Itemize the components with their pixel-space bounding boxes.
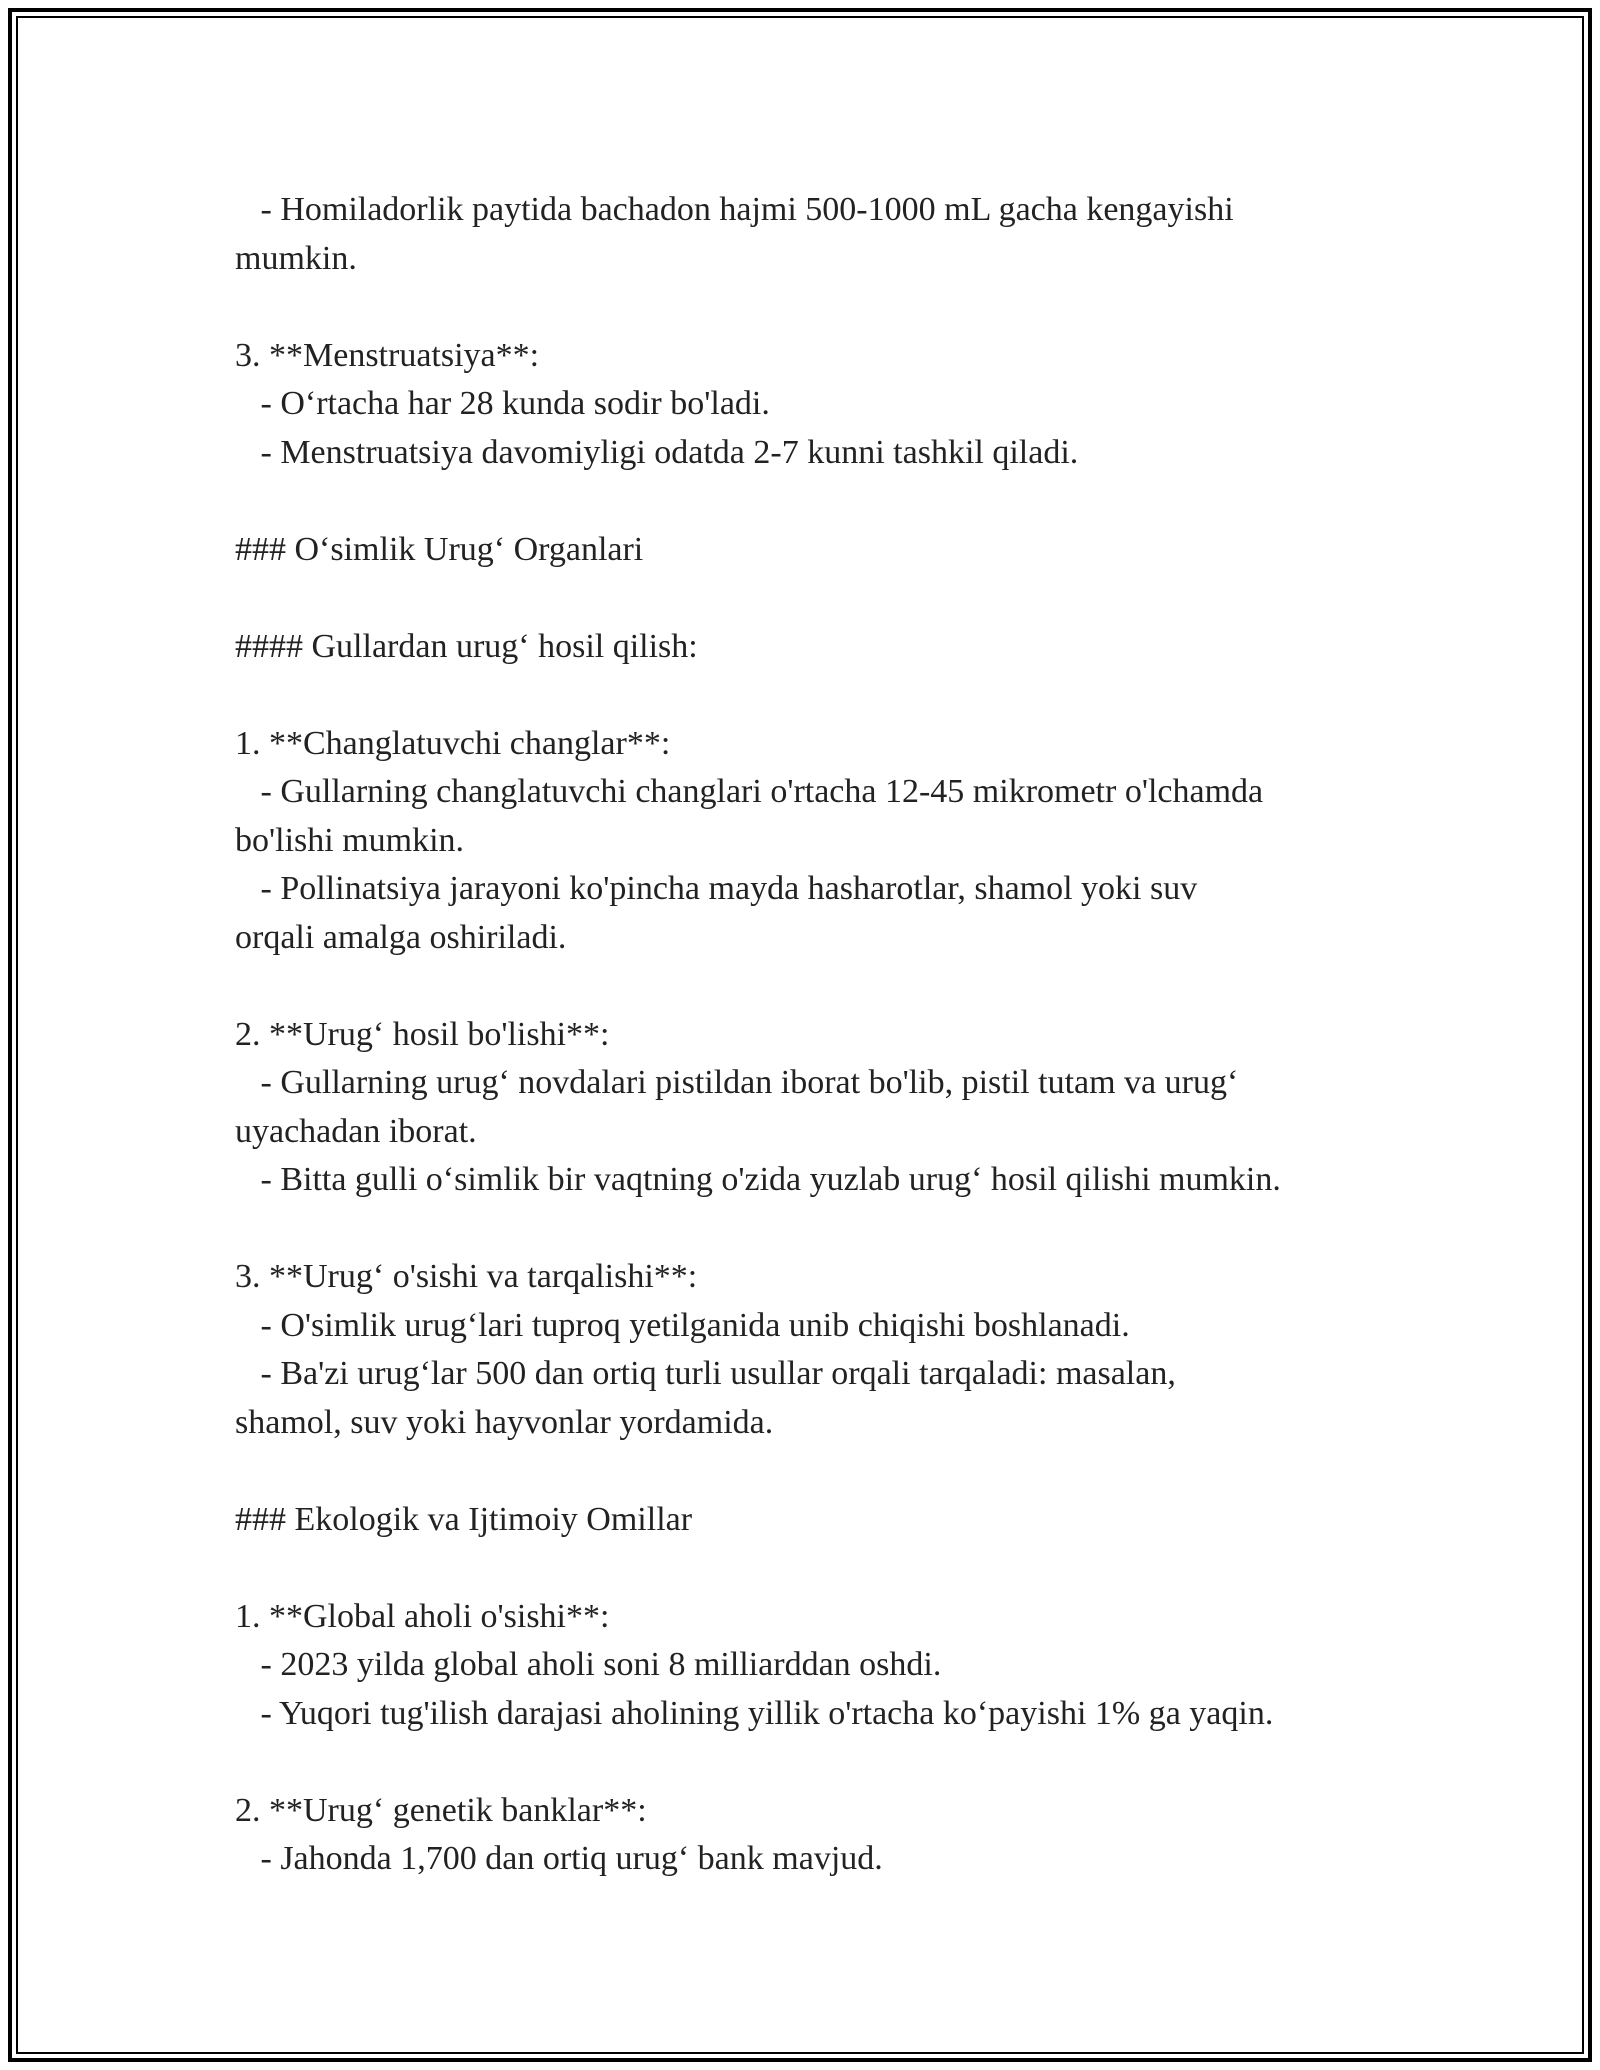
blank-line xyxy=(235,283,1395,332)
blank-line xyxy=(235,1205,1395,1254)
text-line: ### O‘simlik Urug‘ Organlari xyxy=(235,530,644,568)
text-line: orqali amalga oshiriladi. xyxy=(235,918,567,956)
blank-line xyxy=(235,1738,1395,1787)
text-line: - O'simlik urug‘lari tuproq yetilganida unib chiqishi boshlanadi. xyxy=(235,1306,1130,1344)
blank-line xyxy=(235,477,1395,526)
text-line: - Bitta gulli o‘simlik bir vaqtning o'zida yuzlab urug‘ hosil qilishi mumkin. xyxy=(235,1161,1281,1198)
text-line: uyachadan iborat. xyxy=(235,1112,477,1150)
text-line: shamol, suv yoki hayvonlar yordamida. xyxy=(235,1403,774,1441)
text-line: 3. **Menstruatsiya**: xyxy=(235,336,540,374)
text-line: - Jahonda 1,700 dan ortiq urug‘ bank mavjud. xyxy=(235,1840,883,1877)
text-line: - Yuqori tug'ilish darajasi aholining yillik o'rtacha ko‘payishi 1% ga yaqin. xyxy=(235,1694,1274,1732)
blank-line xyxy=(235,1544,1395,1593)
text-line: - 2023 yilda global aholi soni 8 milliarddan oshdi. xyxy=(235,1646,942,1683)
text-line: 3. **Urug‘ o'sishi va tarqalishi**: xyxy=(235,1258,698,1295)
blank-line xyxy=(235,671,1395,720)
document-body xyxy=(235,186,1395,1884)
text-line: 1. **Global aholi o'sishi**: xyxy=(235,1597,610,1635)
text-line: - O‘rtacha har 28 kunda sodir bo'ladi. xyxy=(235,385,770,422)
text-line: - Gullarning urug‘ novdalari pistildan iborat bo'lib, pistil tutam va urug‘ xyxy=(235,1064,1239,1101)
text-line: - Ba'zi urug‘lar 500 dan ortiq turli usullar orqali tarqaladi: masalan, xyxy=(235,1355,1176,1392)
text-line: - Menstruatsiya davomiyligi odatda 2-7 kunni tashkil qiladi. xyxy=(235,433,1079,471)
text-line: 2. **Urug‘ genetik banklar**: xyxy=(235,1791,647,1829)
blank-line xyxy=(235,1447,1395,1496)
text-line: ### Ekologik va Ijtimoiy Omillar xyxy=(235,1500,693,1538)
blank-line xyxy=(235,962,1395,1011)
text-line: #### Gullardan urug‘ hosil qilish: xyxy=(235,627,698,665)
text-line: 1. **Changlatuvchi changlar**: xyxy=(235,724,671,762)
text-line: - Pollinatsiya jarayoni ko'pincha mayda hasharotlar, shamol yoki suv xyxy=(235,870,1198,907)
text-line: - Gullarning changlatuvchi changlari o'rtacha 12-45 mikrometr o'lchamda xyxy=(235,773,1264,810)
text-line: - Homiladorlik paytida bachadon hajmi 500-1000 mL gacha kengayishi xyxy=(235,191,1234,228)
text-line: bo'lishi mumkin. xyxy=(235,821,465,859)
text-line: 2. **Urug‘ hosil bo'lishi**: xyxy=(235,1015,610,1053)
text-line: mumkin. xyxy=(235,239,357,277)
blank-line xyxy=(235,574,1395,623)
